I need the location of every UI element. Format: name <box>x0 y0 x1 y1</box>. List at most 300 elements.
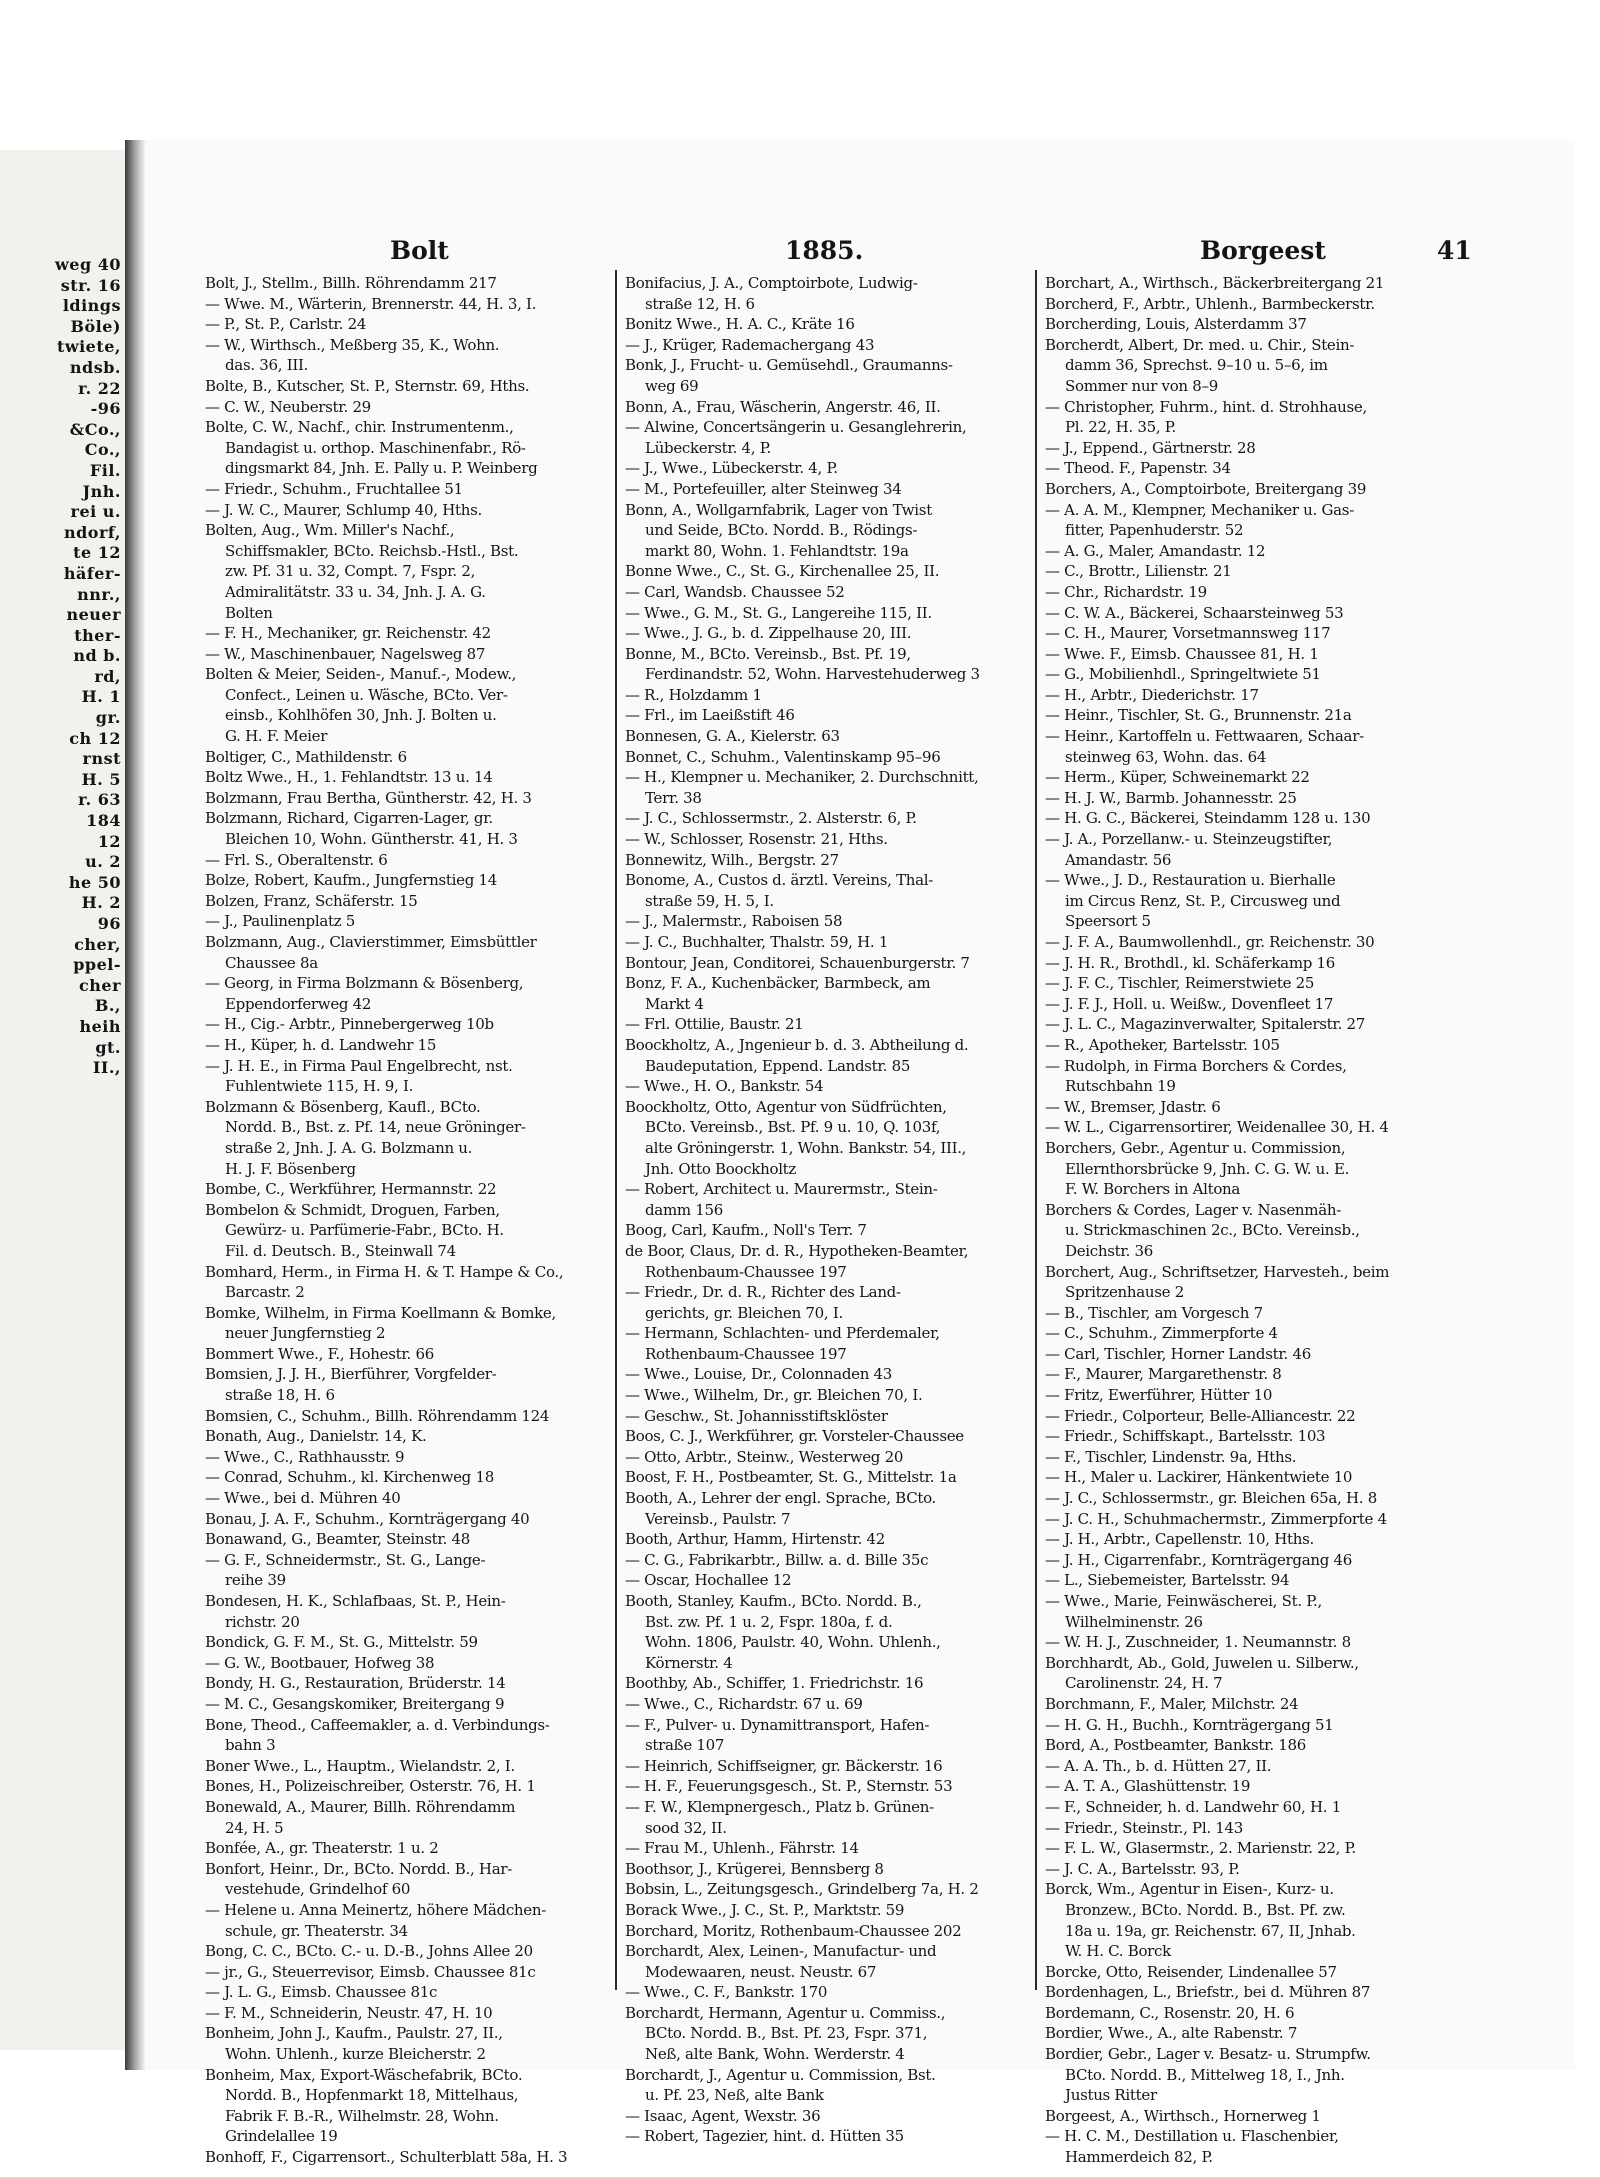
directory-entry: Bomke, Wilhelm, in Firma Koellmann & Bomke, <box>205 1303 556 1322</box>
directory-entry: — J., Malermstr., Raboisen 58 <box>625 912 843 931</box>
directory-entry: — W., Bremser, Jdastr. 6 <box>1045 1097 1221 1116</box>
directory-entry: — H., Küper, h. d. Landwehr 15 <box>205 1035 437 1054</box>
directory-entry-continuation: Nordd. B., Hopfenmarkt 18, Mittelhaus, <box>225 2086 519 2105</box>
directory-entry: Bones, H., Polizeischreiber, Osterstr. 76, H. 1 <box>205 1777 536 1796</box>
directory-entry: Boog, Carl, Kaufm., Noll's Terr. 7 <box>625 1221 867 1240</box>
directory-entry: — F. H., Mechaniker, gr. Reichenstr. 42 <box>205 624 491 643</box>
directory-entry: — F. W., Klempnergesch., Platz b. Grünen- <box>625 1797 934 1816</box>
directory-entry: — Wwe., C., Richardstr. 67 u. 69 <box>625 1694 863 1713</box>
facing-page-line: II., <box>92 1058 121 1078</box>
directory-entry-continuation: Bronzew., BCto. Nordd. B., Bst. Pf. zw. <box>1065 1900 1346 1919</box>
directory-entry: Bolten, Aug., Wm. Miller's Nachf., <box>205 521 455 540</box>
directory-entry: Boockholtz, Otto, Agentur von Südfrüchten, <box>625 1097 947 1116</box>
facing-page-line: heih <box>79 1016 121 1036</box>
directory-entry: de Boor, Claus, Dr. d. R., Hypotheken-Beamter, <box>625 1241 969 1260</box>
directory-entry-continuation: Schiffsmakler, BCto. Reichsb.-Hstl., Bst. <box>225 541 519 560</box>
directory-entry-continuation: Nordd. B., Bst. z. Pf. 14, neue Gröninger- <box>225 1118 526 1137</box>
directory-entry-continuation: Grindelallee 19 <box>225 2127 338 2146</box>
directory-entry-continuation: alte Gröningerstr. 1, Wohn. Bankstr. 54, III., <box>645 1138 967 1157</box>
directory-entry-continuation: Rutschbahn 19 <box>1065 1077 1176 1096</box>
directory-entry: Boos, C. J., Werkführer, gr. Vorsteler-Chaussee <box>625 1427 964 1446</box>
directory-entry-continuation: Rothenbaum-Chaussee 197 <box>645 1262 847 1281</box>
directory-entry: — C., Schuhm., Zimmerpforte 4 <box>1045 1324 1278 1343</box>
directory-entry-continuation: F. W. Borchers in Altona <box>1065 1180 1241 1199</box>
directory-entry: — J., Paulinenplatz 5 <box>205 912 356 931</box>
directory-entry: Bonitz Wwe., H. A. C., Kräte 16 <box>625 315 855 334</box>
directory-entry: — W., Schlosser, Rosenstr. 21, Hths. <box>625 830 888 849</box>
directory-entry: — Oscar, Hochallee 12 <box>625 1571 792 1590</box>
directory-entry: Bontour, Jean, Conditorei, Schauenburgerstr. 7 <box>625 953 970 972</box>
facing-page-line: 96 <box>97 914 121 933</box>
facing-page-line: ndorf, <box>63 522 121 542</box>
directory-entry-continuation: Lübeckerstr. 4, P. <box>645 438 771 457</box>
directory-entry: Borgeest, A., Wirthsch., Hornerweg 1 <box>1045 2106 1321 2125</box>
directory-entry: Bonn, A., Frau, Wäscherin, Angerstr. 46, II. <box>625 397 941 416</box>
directory-entry: — Wwe., bei d. Mühren 40 <box>205 1489 401 1508</box>
facing-page-line: weg 40 <box>55 255 121 274</box>
directory-entry-continuation: Confect., Leinen u. Wäsche, BCto. Ver- <box>225 685 508 704</box>
directory-column-1 <box>205 273 600 2168</box>
directory-entry: — F., Schneider, h. d. Landwehr 60, H. 1 <box>1045 1797 1341 1816</box>
facing-page-line: Böle) <box>70 316 121 336</box>
directory-entry: — J. F. A., Baumwollenhdl., gr. Reichenstr. 30 <box>1045 933 1375 951</box>
directory-entry: — J. L. G., Eimsb. Chaussee 81c <box>205 1983 438 2002</box>
directory-entry-continuation: Jnh. Otto Boockholtz <box>645 1159 797 1178</box>
directory-entry: Bomhard, Herm., in Firma H. & T. Hampe & Co., <box>205 1262 564 1281</box>
directory-entry: Bolten & Meier, Seiden-, Manuf.-, Modew., <box>205 665 517 684</box>
facing-page-line: H. 1 <box>81 687 121 707</box>
directory-entry: Bolte, B., Kutscher, St. P., Sternstr. 69, Hths. <box>205 376 530 395</box>
directory-entry: — A. G., Maler, Amandastr. 12 <box>1045 541 1266 560</box>
directory-entry: — Alwine, Concertsängerin u. Gesanglehrerin, <box>625 418 967 437</box>
directory-entry: — H., Arbtr., Diederichstr. 17 <box>1045 685 1259 704</box>
directory-entry: Boltz Wwe., H., 1. Fehlandtstr. 13 u. 14 <box>205 768 493 787</box>
facing-page-line: str. 16 <box>60 275 121 295</box>
directory-entry: — Carl, Tischler, Horner Landstr. 46 <box>1045 1344 1311 1363</box>
directory-entry: — L., Siebemeister, Bartelsstr. 94 <box>1045 1571 1290 1590</box>
directory-entry: Bonnet, C., Schuhm., Valentinskamp 95–96 <box>625 747 941 766</box>
directory-entry-continuation: Chaussee 8a <box>225 953 318 972</box>
directory-entry: — Wwe., C. F., Bankstr. 170 <box>625 1983 828 2002</box>
facing-page-line: ldings <box>62 296 121 316</box>
directory-entry: — Isaac, Agent, Wexstr. 36 <box>625 2106 821 2125</box>
directory-entry: Bonnewitz, Wilh., Bergstr. 27 <box>625 850 839 869</box>
directory-entry: Bolzen, Franz, Schäferstr. 15 <box>205 891 418 910</box>
directory-entry-continuation: Körnerstr. 4 <box>645 1653 733 1672</box>
directory-entry: Bondick, G. F. M., St. G., Mittelstr. 59 <box>205 1633 478 1652</box>
directory-entry: Bolze, Robert, Kaufm., Jungfernstieg 14 <box>205 871 497 890</box>
directory-entry: — J. C., Schlossermstr., gr. Bleichen 65a, H. 8 <box>1045 1489 1377 1508</box>
directory-entry: — H., Maler u. Lackirer, Hänkentwiete 10 <box>1045 1468 1353 1487</box>
directory-entry: Booth, Arthur, Hamm, Hirtenstr. 42 <box>625 1530 886 1549</box>
directory-entry: — Friedr., Colporteur, Belle-Alliancestr. 22 <box>1045 1406 1356 1425</box>
directory-entry-continuation: richstr. 20 <box>225 1612 300 1631</box>
facing-page-line: Co., <box>84 440 121 460</box>
directory-entry: Borchhardt, Ab., Gold, Juwelen u. Silberw., <box>1045 1653 1359 1672</box>
directory-entry: Bolte, C. W., Nachf., chir. Instrumentenm., <box>205 418 514 437</box>
directory-entry-continuation: Fuhlentwiete 115, H. 9, I. <box>225 1077 414 1096</box>
directory-entry: Bommert Wwe., F., Hohestr. 66 <box>205 1344 434 1363</box>
directory-entry-continuation: weg 69 <box>645 376 699 395</box>
directory-entry-continuation: markt 80, Wohn. 1. Fehlandtstr. 19a <box>645 541 909 560</box>
directory-entry: — Wwe., J. D., Restauration u. Bierhalle <box>1045 871 1336 890</box>
directory-entry: Bonnesen, G. A., Kielerstr. 63 <box>625 727 840 746</box>
directory-entry-continuation: Sommer nur von 8–9 <box>1065 376 1218 395</box>
directory-entry: Bordemann, C., Rosenstr. 20, H. 6 <box>1045 2003 1295 2022</box>
directory-entry-continuation: Bolten <box>225 603 273 622</box>
directory-entry: — Otto, Arbtr., Steinw., Westerweg 20 <box>625 1447 904 1466</box>
directory-entry: — Wwe., H. O., Bankstr. 54 <box>625 1077 824 1096</box>
directory-entry-continuation: Wohn. Uhlenh., kurze Bleicherstr. 2 <box>225 2045 486 2064</box>
directory-entry: — F., Pulver- u. Dynamittransport, Hafen- <box>625 1715 930 1734</box>
directory-entry: — Wwe., G. M., St. G., Langereihe 115, II. <box>625 603 932 622</box>
directory-entry-continuation: im Circus Renz, St. P., Circusweg und <box>1065 891 1341 910</box>
directory-entry: — F., Maurer, Margarethenstr. 8 <box>1045 1365 1282 1384</box>
directory-entry-continuation: Speersort 5 <box>1065 912 1151 931</box>
directory-entry: — W. H. J., Zuschneider, 1. Neumannstr. 8 <box>1045 1633 1351 1652</box>
directory-entry: — J. C. A., Bartelsstr. 93, P. <box>1045 1859 1240 1878</box>
directory-entry-continuation: steinweg 63, Wohn. das. 64 <box>1065 747 1267 766</box>
directory-entry: Bobsin, L., Zeitungsgesch., Grindelberg 7a, H. 2 <box>625 1880 979 1899</box>
directory-entry: Booth, Stanley, Kaufm., BCto. Nordd. B., <box>625 1592 922 1610</box>
directory-entry-continuation: Eppendorferweg 42 <box>225 994 372 1013</box>
facing-page-line: 12 <box>97 831 121 851</box>
facing-page-line: &Co., <box>69 419 121 439</box>
column-divider <box>615 270 617 1990</box>
directory-entry-continuation: Fabrik F. B.-R., Wilhelmstr. 28, Wohn. <box>225 2106 499 2125</box>
directory-entry: Bordier, Wwe., A., alte Rabenstr. 7 <box>1045 2024 1298 2043</box>
facing-page-line: r. 63 <box>78 790 121 810</box>
directory-entry-continuation: Justus Ritter <box>1065 2086 1157 2105</box>
directory-entry: Bord, A., Postbeamter, Bankstr. 186 <box>1045 1736 1306 1755</box>
directory-entry-continuation: W. H. C. Borck <box>1065 1942 1171 1961</box>
directory-entry: — F. M., Schneiderin, Neustr. 47, H. 10 <box>205 2003 493 2022</box>
directory-entry-continuation: H. J. F. Bösenberg <box>225 1159 356 1178</box>
directory-entry: — Robert, Tagezier, hint. d. Hütten 35 <box>625 2127 904 2146</box>
directory-entry-continuation: G. H. F. Meier <box>225 727 328 746</box>
directory-entry: Bondesen, H. K., Schlafbaas, St. P., Hein- <box>205 1592 506 1610</box>
directory-entry-continuation: Bleichen 10, Wohn. Güntherstr. 41, H. 3 <box>225 830 518 849</box>
facing-page-line: H. 5 <box>81 769 121 789</box>
facing-page-line: rei u. <box>70 502 121 522</box>
directory-entry-continuation: Modewaaren, neust. Neustr. 67 <box>645 1962 877 1981</box>
directory-entry: — P., St. P., Carlstr. 24 <box>205 315 367 334</box>
directory-entry: Bonn, A., Wollgarnfabrik, Lager von Twist <box>625 500 932 519</box>
directory-entry: — C. W., Neuberstr. 29 <box>205 397 371 416</box>
directory-entry: — Friedr., Schiffskapt., Bartelsstr. 103 <box>1045 1427 1326 1446</box>
directory-entry: — Rudolph, in Firma Borchers & Cordes, <box>1045 1056 1347 1075</box>
book-spine <box>125 140 145 2070</box>
directory-entry: — A. T. A., Glashüttenstr. 19 <box>1045 1777 1251 1796</box>
directory-entry-continuation: sood 32, II. <box>645 1818 727 1837</box>
directory-entry-continuation: und Seide, BCto. Nordd. B., Rödings- <box>645 521 918 540</box>
directory-entry-continuation: Rothenbaum-Chaussee 197 <box>645 1344 847 1363</box>
directory-entry: — J. A., Porzellanw.- u. Steinzeugstifter, <box>1045 830 1333 849</box>
facing-page-line: cher, <box>74 934 121 954</box>
directory-entry: — Frau M., Uhlenh., Fährstr. 14 <box>625 1839 859 1858</box>
directory-entry: Borchmann, F., Maler, Milchstr. 24 <box>1045 1694 1299 1713</box>
directory-entry: Bombelon & Schmidt, Droguen, Farben, <box>205 1200 500 1219</box>
directory-entry: — H., Cig.- Arbtr., Pinnebergerweg 10b <box>205 1015 494 1034</box>
directory-entry: Bonz, F. A., Kuchenbäcker, Barmbeck, am <box>625 974 931 993</box>
directory-entry: Borchers, A., Comptoirbote, Breitergang 39 <box>1045 479 1367 498</box>
directory-entry-continuation: Wilhelminenstr. 26 <box>1065 1612 1203 1631</box>
directory-entry: — G. W., Bootbauer, Hofweg 38 <box>205 1653 435 1672</box>
facing-page-line: häfer- <box>63 563 121 583</box>
directory-entry: — Robert, Architect u. Maurermstr., Stein- <box>625 1180 938 1199</box>
directory-entry-continuation: Carolinenstr. 24, H. 7 <box>1065 1674 1223 1693</box>
directory-entry: — M. C., Gesangskomiker, Breitergang 9 <box>205 1694 505 1713</box>
directory-entry: — J. H., Cigarrenfabr., Kornträgergang 46 <box>1045 1550 1352 1569</box>
directory-entry-continuation: fitter, Papenhuderstr. 52 <box>1065 521 1244 540</box>
facing-page-line: ppel- <box>73 955 121 975</box>
facing-page-line: rd, <box>94 666 121 686</box>
directory-entry: — Theod. F., Papenstr. 34 <box>1045 459 1231 478</box>
directory-entry: — W., Wirthsch., Meßberg 35, K., Wohn. <box>205 335 500 354</box>
directory-entry: — Wwe., C., Rathhausstr. 9 <box>205 1447 405 1466</box>
directory-entry: Bolzmann, Aug., Clavierstimmer, Eimsbüttler <box>205 933 537 951</box>
directory-entry-continuation: straße 18, H. 6 <box>225 1386 335 1405</box>
directory-entry-continuation: Baudeputation, Eppend. Landstr. 85 <box>645 1056 911 1075</box>
directory-entry: — C., Brottr., Lilienstr. 21 <box>1045 562 1232 581</box>
facing-page-line: B., <box>94 996 121 1016</box>
directory-entry: Bonewald, A., Maurer, Billh. Röhrendamm <box>205 1797 516 1816</box>
year: 1885. <box>785 236 864 265</box>
directory-entry: — Wwe. F., Eimsb. Chaussee 81, H. 1 <box>1045 644 1319 663</box>
directory-entry: Borchers, Gebr., Agentur u. Commission, <box>1045 1138 1346 1157</box>
directory-entry: — Helene u. Anna Meinertz, höhere Mädchen- <box>205 1900 546 1919</box>
directory-entry-continuation: Terr. 38 <box>645 788 702 807</box>
directory-entry: — H. G. C., Bäckerei, Steindamm 128 u. 130 <box>1045 809 1371 828</box>
directory-entry-continuation: BCto. Nordd. B., Mittelweg 18, I., Jnh. <box>1065 2065 1345 2084</box>
directory-entry: Borchert, Aug., Schriftsetzer, Harvesteh., beim <box>1045 1262 1390 1281</box>
directory-entry: Bonheim, John J., Kaufm., Paulstr. 27, II., <box>205 2024 503 2043</box>
directory-entry-continuation: Bst. zw. Pf. 1 u. 2, Fspr. 180a, f. d. <box>645 1612 893 1631</box>
directory-entry: Bolzmann & Bösenberg, Kaufl., BCto. <box>205 1097 481 1116</box>
directory-entry: — J., Eppend., Gärtnerstr. 28 <box>1045 438 1256 457</box>
directory-entry-continuation: 18a u. 19a, gr. Reichenstr. 67, II, Jnhab. <box>1065 1921 1356 1940</box>
directory-entry: — J. C., Schlossermstr., 2. Alsterstr. 6, P. <box>625 809 917 828</box>
directory-entry-continuation: neuer Jungfernstieg 2 <box>225 1324 386 1343</box>
directory-entry: — jr., G., Steuerrevisor, Eimsb. Chaussee 81c <box>205 1962 536 1981</box>
directory-entry: — F. L. W., Glasermstr., 2. Marienstr. 22, P. <box>1045 1839 1356 1858</box>
directory-entry: — Geschw., St. Johannisstiftsklöster <box>625 1406 888 1425</box>
directory-entry-continuation: Gewürz- u. Parfümerie-Fabr., BCto. H. <box>225 1221 504 1240</box>
directory-entry: — G. F., Schneidermstr., St. G., Lange- <box>205 1550 486 1569</box>
column-divider <box>1035 270 1037 1990</box>
directory-entry: Borcherdt, Albert, Dr. med. u. Chir., Stein- <box>1045 335 1355 354</box>
directory-entry: Borchardt, Hermann, Agentur u. Commiss., <box>625 2003 946 2022</box>
directory-entry: Bonhoff, F., Cigarrensort., Schulterblatt 58a, H. 3 <box>205 2148 568 2167</box>
directory-entry-continuation: Vereinsb., Paulstr. 7 <box>645 1509 791 1528</box>
directory-entry-continuation: Amandastr. 56 <box>1065 850 1172 869</box>
facing-page-line: nnr., <box>77 584 121 604</box>
directory-entry: Bolzmann, Richard, Cigarren-Lager, gr. <box>205 809 493 828</box>
directory-entry: Bordenhagen, L., Briefstr., bei d. Mühren 87 <box>1045 1983 1371 2002</box>
directory-entry: Boost, F. H., Postbeamter, St. G., Mittelstr. 1a <box>625 1468 957 1487</box>
directory-entry: Bonome, A., Custos d. ärztl. Vereins, Thal- <box>625 871 934 890</box>
directory-entry: — Hermann, Schlachten- und Pferdemaler, <box>625 1324 940 1343</box>
directory-entry: Bonne, M., BCto. Vereinsb., Bst. Pf. 19, <box>625 644 911 663</box>
directory-entry-continuation: Deichstr. 36 <box>1065 1241 1154 1260</box>
directory-entry: Bonfée, A., gr. Theaterstr. 1 u. 2 <box>205 1839 439 1858</box>
facing-page-line: u. 2 <box>85 852 121 872</box>
facing-page-line: 184 <box>86 811 121 831</box>
directory-entry-continuation: Admiralitätstr. 33 u. 34, Jnh. J. A. G. <box>225 582 486 601</box>
facing-page-line: twiete, <box>56 337 121 357</box>
directory-entry-continuation: straße 59, H. 5, I. <box>645 891 774 910</box>
directory-entry-continuation: das. 36, III. <box>225 356 309 375</box>
directory-entry: Boltiger, C., Mathildenstr. 6 <box>205 747 407 766</box>
left-catchword: Bolt <box>390 236 449 265</box>
directory-entry: — J. C., Buchhalter, Thalstr. 59, H. 1 <box>625 933 889 951</box>
facing-page-line: ther- <box>74 625 121 645</box>
facing-page-line: ch 12 <box>69 728 121 748</box>
directory-entry-continuation: Neß, alte Bank, Wohn. Werderstr. 4 <box>645 2045 905 2064</box>
facing-page-line: ndsb. <box>69 357 121 377</box>
directory-entry: — Herm., Küper, Schweinemarkt 22 <box>1045 768 1310 787</box>
directory-entry: — Wwe., Marie, Feinwäscherei, St. P., <box>1045 1592 1322 1610</box>
directory-entry: Borchart, A., Wirthsch., Bäckerbreitergang 21 <box>1045 274 1385 292</box>
directory-entry: — H. C. M., Destillation u. Flaschenbier, <box>1045 2127 1339 2146</box>
directory-entry: Bonau, J. A. F., Schuhm., Kornträgergang 40 <box>205 1509 530 1528</box>
directory-entry: — Carl, Wandsb. Chaussee 52 <box>625 582 845 601</box>
directory-entry: Borchers & Cordes, Lager v. Nasenmäh- <box>1045 1200 1341 1219</box>
directory-entry-continuation: damm 156 <box>645 1200 723 1219</box>
directory-entry-continuation: bahn 3 <box>225 1736 276 1755</box>
directory-entry-continuation: zw. Pf. 31 u. 32, Compt. 7, Fspr. 2, <box>225 562 476 581</box>
directory-entry: — Frl. Ottilie, Baustr. 21 <box>625 1015 804 1034</box>
directory-entry: — B., Tischler, am Vorgesch 7 <box>1045 1303 1263 1322</box>
directory-entry: — Frl. S., Oberaltenstr. 6 <box>205 850 388 869</box>
directory-entry: — Wwe., Louise, Dr., Colonnaden 43 <box>625 1365 893 1384</box>
directory-entry-continuation: Ferdinandstr. 52, Wohn. Harvestehuderweg 3 <box>645 665 980 684</box>
facing-page-line: he 50 <box>68 872 121 892</box>
directory-entry: Bonfort, Heinr., Dr., BCto. Nordd. B., Har- <box>205 1859 512 1878</box>
directory-entry: — J., Wwe., Lübeckerstr. 4, P. <box>625 459 838 478</box>
directory-entry-continuation: gerichts, gr. Bleichen 70, I. <box>645 1303 843 1322</box>
directory-entry-continuation: u. Strickmaschinen 2c., BCto. Vereinsb., <box>1065 1221 1360 1240</box>
directory-entry: — Fritz, Ewerführer, Hütter 10 <box>1045 1386 1273 1405</box>
facing-page-line: rnst <box>82 749 121 769</box>
directory-entry: — H. F., Feuerungsgesch., St. P., Sternstr. 53 <box>625 1777 953 1796</box>
directory-entry: — Friedr., Schuhm., Fruchtallee 51 <box>205 479 463 498</box>
directory-entry: — Wwe., Wilhelm, Dr., gr. Bleichen 70, I. <box>625 1386 923 1405</box>
facing-page-line: r. 22 <box>78 378 121 398</box>
directory-entry: Bonath, Aug., Danielstr. 14, K. <box>205 1427 427 1446</box>
directory-entry: Borck, Wm., Agentur in Eisen-, Kurz- u. <box>1045 1880 1334 1899</box>
directory-entry: Boockholtz, A., Jngenieur b. d. 3. Abtheilung d. <box>625 1035 969 1054</box>
facing-page-line: Fil. <box>89 460 121 480</box>
directory-entry-continuation: BCto. Nordd. B., Bst. Pf. 23, Fspr. 371, <box>645 2024 928 2043</box>
directory-entry: — J., Krüger, Rademachergang 43 <box>625 335 875 354</box>
directory-entry: Bomsien, C., Schuhm., Billh. Röhrendamm 124 <box>205 1406 550 1425</box>
directory-entry: — J. H., Arbtr., Capellenstr. 10, Hths. <box>1045 1530 1314 1549</box>
facing-page-line: Jnh. <box>82 481 121 501</box>
directory-entry: — W. L., Cigarrensortirer, Weidenallee 30, H. 4 <box>1045 1118 1389 1137</box>
directory-entry: — Georg, in Firma Bolzmann & Bösenberg, <box>205 974 524 993</box>
directory-entry-continuation: straße 107 <box>645 1736 725 1755</box>
directory-entry: Boothby, Ab., Schiffer, 1. Friedrichstr. 16 <box>625 1674 924 1693</box>
directory-entry: Bonheim, Max, Export-Wäschefabrik, BCto. <box>205 2065 523 2084</box>
directory-entry-continuation: Fil. d. Deutsch. B., Steinwall 74 <box>225 1241 456 1260</box>
directory-entry-continuation: 24, H. 5 <box>225 1818 284 1837</box>
facing-page-line: neuer <box>66 605 121 625</box>
facing-page-line: cher <box>79 975 121 995</box>
directory-entry: — J. H. R., Brothdl., kl. Schäferkamp 16 <box>1045 953 1335 972</box>
directory-entry: — H. G. H., Buchh., Kornträgergang 51 <box>1045 1715 1334 1734</box>
facing-page-line: nd b. <box>73 646 121 666</box>
directory-entry: Bondy, H. G., Restauration, Brüderstr. 14 <box>205 1674 506 1693</box>
directory-entry: Borchardt, J., Agentur u. Commission, Bst. <box>625 2065 936 2084</box>
facing-page-fragment <box>0 150 126 2050</box>
directory-entry: Boner Wwe., L., Hauptm., Wielandstr. 2, I. <box>205 1756 515 1775</box>
directory-entry: — C. H., Maurer, Vorsetmannsweg 117 <box>1045 624 1331 643</box>
directory-entry: Bombe, C., Werkführer, Hermannstr. 22 <box>205 1180 497 1199</box>
directory-column-2 <box>625 273 1020 2147</box>
directory-entry: — A. A. Th., b. d. Hütten 27, II. <box>1045 1756 1272 1775</box>
page-header <box>145 236 1575 276</box>
directory-entry: — Conrad, Schuhm., kl. Kirchenweg 18 <box>205 1468 494 1487</box>
directory-entry: — H., Klempner u. Mechaniker, 2. Durchschnitt, <box>625 768 979 787</box>
directory-entry: — Heinr., Kartoffeln u. Fettwaaren, Schaar- <box>1045 727 1364 746</box>
directory-entry: Boothsor, J., Krügerei, Bennsberg 8 <box>625 1859 884 1878</box>
directory-entry: Borchardt, Alex, Leinen-, Manufactur- und <box>625 1942 937 1961</box>
directory-entry: — J. C. H., Schuhmachermstr., Zimmerpforte 4 <box>1045 1509 1387 1528</box>
facing-page-line: gr. <box>95 708 121 728</box>
directory-entry: Borcke, Otto, Reisender, Lindenallee 57 <box>1045 1962 1337 1981</box>
directory-entry: Booth, A., Lehrer der engl. Sprache, BCto. <box>625 1489 937 1508</box>
directory-entry: Bordier, Gebr., Lager v. Besatz- u. Strumpfw. <box>1045 2045 1371 2064</box>
directory-entry-continuation: BCto. Vereinsb., Bst. Pf. 9 u. 10, Q. 103f, <box>645 1118 941 1137</box>
directory-entry: Borcherd, F., Arbtr., Uhlenh., Barmbeckerstr. <box>1045 294 1375 313</box>
directory-entry-continuation: straße 12, H. 6 <box>645 294 755 313</box>
directory-entry: — Chr., Richardstr. 19 <box>1045 582 1207 601</box>
directory-entry: — H. J. W., Barmb. Johannesstr. 25 <box>1045 788 1297 807</box>
facing-page-line: H. 2 <box>81 893 121 913</box>
directory-entry-continuation: damm 36, Sprechst. 9–10 u. 5–6, im <box>1065 356 1328 375</box>
directory-entry: — J. W. C., Maurer, Schlump 40, Hths. <box>205 500 482 519</box>
directory-entry-continuation: Wohn. 1806, Paulstr. 40, Wohn. Uhlenh., <box>645 1633 941 1652</box>
directory-entry: — C. G., Fabrikarbtr., Billw. a. d. Bille 35c <box>625 1550 929 1569</box>
directory-entry: Bonne Wwe., C., St. G., Kirchenallee 25, II. <box>625 562 940 581</box>
directory-entry: Bolzmann, Frau Bertha, Güntherstr. 42, H. 3 <box>205 788 532 807</box>
directory-entry: — R., Holzdamm 1 <box>625 685 762 704</box>
directory-entry: Bomsien, J. J. H., Bierführer, Vorgfelder- <box>205 1365 497 1384</box>
directory-entry: — A. A. M., Klempner, Mechaniker u. Gas- <box>1045 500 1354 519</box>
directory-page <box>145 140 1575 2167</box>
page-number: 41 <box>1437 236 1472 265</box>
facing-page-line: te 12 <box>73 543 121 563</box>
directory-entry: — Frl., im Laeißstift 46 <box>625 706 795 725</box>
directory-entry: — Heinrich, Schiffseigner, gr. Bäckerstr. 16 <box>625 1756 943 1775</box>
directory-entry-continuation: Bandagist u. orthop. Maschinenfabr., Rö- <box>225 438 526 457</box>
directory-entry: — Wwe., J. G., b. d. Zippelhause 20, III. <box>625 624 912 643</box>
directory-entry: — J. F. C., Tischler, Reimerstwiete 25 <box>1045 974 1315 993</box>
directory-entry: — Friedr., Steinstr., Pl. 143 <box>1045 1818 1243 1837</box>
directory-entry-continuation: straße 2, Jnh. J. A. G. Bolzmann u. <box>225 1138 473 1157</box>
directory-entry-continuation: dingsmarkt 84, Jnh. E. Pally u. P. Weinberg <box>225 459 538 478</box>
directory-entry: — R., Apotheker, Bartelsstr. 105 <box>1045 1035 1280 1054</box>
directory-entry-continuation: Barcastr. 2 <box>225 1283 305 1302</box>
directory-entry-continuation: Spritzenhause 2 <box>1065 1283 1184 1302</box>
directory-entry: Bolt, J., Stellm., Billh. Röhrendamm 217 <box>205 274 497 292</box>
directory-entry-continuation: Hammerdeich 82, P. <box>1065 2148 1213 2167</box>
directory-entry: — C. W. A., Bäckerei, Schaarsteinweg 53 <box>1045 603 1344 622</box>
directory-entry: — Wwe. M., Wärterin, Brennerstr. 44, H. 3, I. <box>205 294 537 313</box>
directory-entry: Bonk, J., Frucht- u. Gemüsehdl., Graumanns- <box>625 356 953 375</box>
directory-column-3 <box>1045 273 1440 2168</box>
